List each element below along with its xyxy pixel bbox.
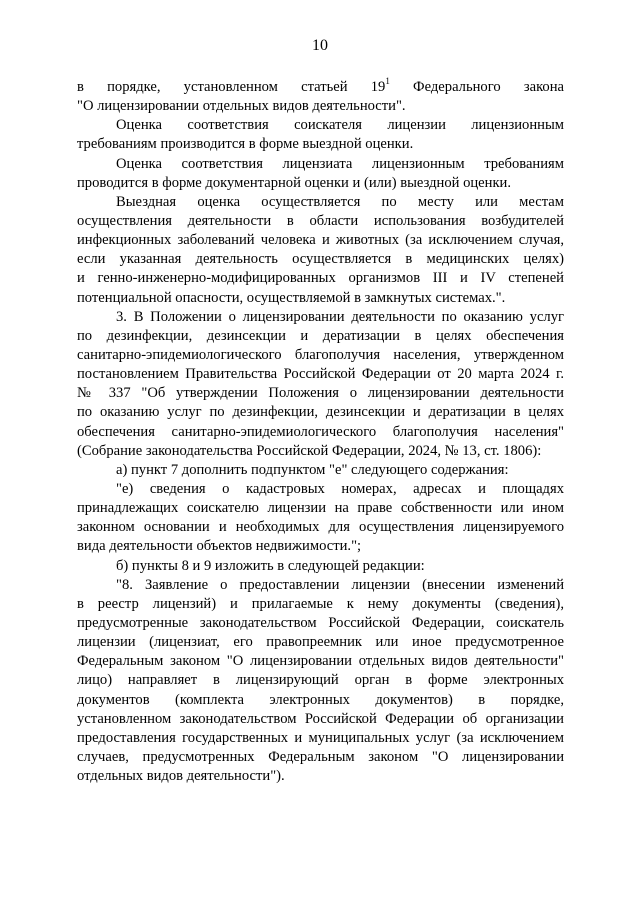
text-line: проводится в форме документарной оценки и (или) выездной оценки. [77, 174, 512, 191]
text-line: осуществления деятельности в области использования возбудителей [77, 212, 564, 229]
text-line: санитарно-эпидемиологического благополучия населения, утвержденном [77, 346, 564, 363]
text-line: Федеральным законом "О лицензировании отдельных видов деятельности" [77, 653, 564, 670]
text-line: случаев, предусмотренных Федеральным законом "О лицензировании [77, 748, 564, 765]
text-line: 3. В Положении о лицензировании деятельности по оказанию услуг [116, 308, 564, 325]
text-line: обеспечения санитарно-эпидемиологического благополучия населения" [77, 423, 564, 440]
text-line: Выездная оценка осуществляется по месту или местам [116, 193, 564, 210]
text-line: "8. Заявление о предоставлении лицензии (внесении изменений [116, 576, 564, 593]
text-line: Оценка соответствия лицензиата лицензионным требованиям [116, 155, 564, 172]
text-line: в реестр лицензий) и прилагаемые к нему документы (сведения), [77, 595, 564, 612]
text-line: предусмотренные законодательством Российской Федерации, соискатель [77, 614, 564, 631]
page-number: 10 [312, 37, 328, 54]
text-line: лицо) направляет в лицензирующий орган в форме электронных [77, 672, 564, 689]
text-line: (Собрание законодательства Российской Федерации, 2024, № 13, ст. 1806): [77, 442, 542, 459]
text-line: № 337 "Об утверждении Положения о лицензировании деятельности [77, 385, 564, 402]
text-line: требованиям производится в форме выездной оценки. [77, 136, 414, 153]
text-line: отдельных видов деятельности"). [77, 768, 285, 785]
text-line: по дезинфекции, дезинсекции и дератизации в целях обеспечения [77, 327, 564, 344]
text-line: документов (комплекта электронных документов) в порядке, [77, 691, 564, 708]
text-line: лицензии (лицензиат, его правопреемник или иное предусмотренное [77, 634, 564, 651]
text-line: б) пункты 8 и 9 изложить в следующей редакции: [116, 557, 425, 574]
text-line: по оказанию услуг по дезинфекции, дезинсекции и дератизации в целях [77, 404, 564, 421]
text-line: вида деятельности объектов недвижимости."; [77, 538, 362, 555]
text-line: "е) сведения о кадастровых номерах, адресах и площадях [116, 480, 564, 497]
text-line: принадлежащих соискателю лицензии на праве собственности или ином [77, 500, 564, 517]
text-line: потенциальной опасности, осуществляемой в замкнутых системах.". [77, 289, 506, 306]
text-line: а) пункт 7 дополнить подпунктом "е" следующего содержания: [116, 461, 509, 478]
text-line: "О лицензировании отдельных видов деятельности". [77, 98, 406, 115]
text-line: если указанная деятельность осуществляется в медицинских целях) [77, 251, 564, 268]
text-line: законном основании и необходимых для осуществления лицензируемого [77, 519, 564, 536]
document-body [77, 78, 564, 786]
text-line: инфекционных заболеваний человека и животных (за исключением случая, [77, 232, 564, 249]
text-line: в порядке, установленном статьей $19^1$ Федерального закона [77, 76, 565, 95]
superscript-mark: 1 [385, 76, 390, 87]
text-line: установленном законодательством Российской Федерации об организации [77, 710, 564, 727]
text-line: и генно-инженерно-модифицированных организмов III и IV степеней [77, 270, 564, 287]
text-line: предоставления государственных и муниципальных услуг (за исключением [77, 729, 564, 746]
text-line: постановлением Правительства Российской Федерации от 20 марта 2024 г. [77, 366, 564, 383]
text-line: Оценка соответствия соискателя лицензии лицензионным [116, 117, 564, 134]
